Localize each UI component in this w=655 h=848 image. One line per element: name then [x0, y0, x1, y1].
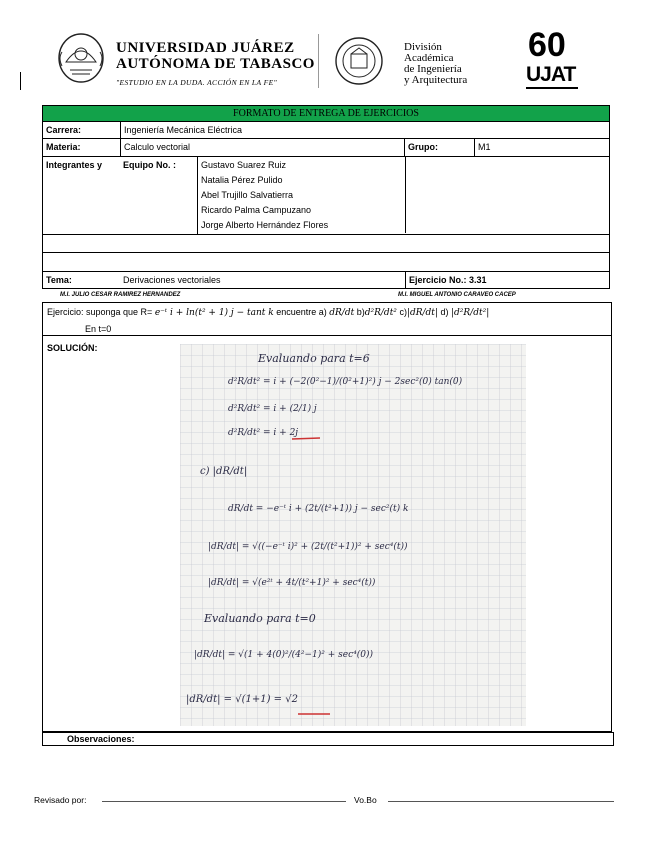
division-seal-icon [334, 36, 384, 86]
blank-row-1 [42, 235, 610, 253]
exercise-formula: e⁻ᵗ i + ln(t² + 1) j − tant k [154, 308, 274, 318]
teacher-2-label: M.I. MIGUEL ANTONIO CARAVEO CACEP [398, 292, 516, 298]
exercise-part-c: |dR/dt| [406, 308, 438, 318]
division-name [404, 42, 467, 86]
blank-row-2 [42, 253, 610, 271]
hw-line-1: Evaluando para t=6 [258, 352, 370, 365]
materia-label: Materia: [46, 142, 81, 152]
revisado-signature-line [102, 801, 346, 802]
ejercicio-no [405, 272, 609, 288]
exercise-middle: encuentre a) [276, 307, 327, 317]
division-line-4: y Arquitectura [404, 74, 468, 86]
members-divider [405, 157, 406, 233]
hw-line-8: |dR/dt| = √(e²ᵗ + 4t/(t²+1)² + sec⁴(t)) [208, 578, 376, 588]
exercise-statement [47, 307, 489, 318]
tema-value: Derivaciones vectoriales [123, 275, 221, 285]
solution-label: SOLUCIÓN: [47, 343, 98, 353]
grid-paper-lines [180, 344, 526, 726]
revisado-label: Revisado por: [34, 795, 87, 805]
ejercicio-value: 3.31 [469, 275, 487, 285]
university-seal-icon [56, 32, 106, 84]
tema-label: Tema: [46, 275, 72, 285]
exercise-prefix: Ejercicio: suponga que R= [47, 307, 153, 317]
hw-line-4: d²R/dt² = i + 2j [228, 428, 299, 438]
hw-line-3: d²R/dt² = i + (2/1) j [228, 404, 317, 414]
hw-line-9: Evaluando para t=0 [204, 612, 316, 625]
university-name-line1: UNIVERSIDAD JUÁREZ [116, 40, 295, 56]
integrantes-label: Integrantes y [46, 160, 103, 170]
hw-line-7: |dR/dt| = √((−e⁻ᵗ i)² + (2t/(t²+1))² + sec⁴(t)) [208, 542, 408, 552]
hw-line-6: dR/dt = −e⁻ᵗ i + (2t/(t²+1)) j − sec²(t) k [228, 504, 409, 514]
materia-row [42, 139, 610, 157]
division-line-2: Académica [404, 52, 454, 64]
tema-row [42, 271, 610, 289]
equipo-label: Equipo No. : [123, 160, 176, 170]
member-item: Abel Trujillo Salvatierra [201, 190, 294, 200]
carrera-row [42, 122, 610, 139]
carrera-value: Ingeniería Mecánica Eléctrica [120, 122, 609, 138]
ujat-logo-underline [526, 87, 578, 89]
materia-value: Calculo vectorial [120, 139, 404, 156]
exercise-part-d: |d²R/dt²| [451, 308, 490, 318]
observaciones-label: Observaciones: [67, 734, 135, 744]
division-line-1: División [404, 41, 442, 53]
hw-line-2: d²R/dt² = i + (−2(0²−1)/(0²+1)²) j − 2sec²(0) tan(0) [228, 377, 463, 387]
carrera-label: Carrera: [46, 125, 82, 135]
members-list [197, 157, 405, 234]
ujat-logo-text: UJAT [526, 63, 576, 86]
exercise-part-b: d²R/dt² [364, 308, 397, 318]
integrantes-row [42, 157, 610, 235]
ujat-anniversary-number: 60 [528, 26, 566, 64]
hw-line-11: |dR/dt| = √(1+1) = √2 [186, 694, 298, 705]
grupo-label: Grupo: [404, 139, 474, 156]
text-cursor-mark [20, 72, 21, 90]
hw-line-10: |dR/dt| = √(1 + 4(0)²/(4²−1)² + sec⁴(0)) [194, 650, 373, 660]
member-item: Ricardo Palma Campuzano [201, 205, 312, 215]
exercise-box [42, 302, 612, 336]
teacher-1-label: M.I. JULIO CESAR RAMIREZ HERNANDEZ [60, 292, 181, 298]
hw-line-5: c) |dR/dt| [200, 466, 248, 477]
handwritten-solution-photo [180, 344, 526, 726]
member-item: Natalia Pérez Pulido [201, 175, 283, 185]
division-line-3: de Ingeniería [404, 63, 462, 75]
member-item: Gustavo Suarez Ruiz [201, 160, 287, 170]
exercise-c-label: c) [399, 307, 407, 317]
grupo-value: M1 [474, 139, 609, 156]
university-motto: "ESTUDIO EN LA DUDA. ACCIÓN EN LA FE" [116, 78, 278, 87]
member-item: Jorge Alberto Hernández Flores [201, 220, 329, 230]
exercise-condition: En t=0 [85, 324, 112, 334]
form-title-bar: FORMATO DE ENTREGA DE EJERCICIOS [42, 105, 610, 122]
exercise-part-a: dR/dt [329, 308, 355, 318]
exercise-d-label: d) [440, 307, 449, 317]
vobo-label: Vo.Bo [354, 795, 377, 805]
university-name-line2: AUTÓNOMA DE TABASCO [116, 56, 315, 72]
vobo-signature-line [388, 801, 614, 802]
ejercicio-label: Ejercicio No.: [409, 275, 467, 285]
header-divider [318, 34, 319, 88]
exercise-b-label: b) [356, 307, 365, 317]
observaciones-box [42, 732, 614, 746]
ujat-logo [524, 26, 580, 92]
